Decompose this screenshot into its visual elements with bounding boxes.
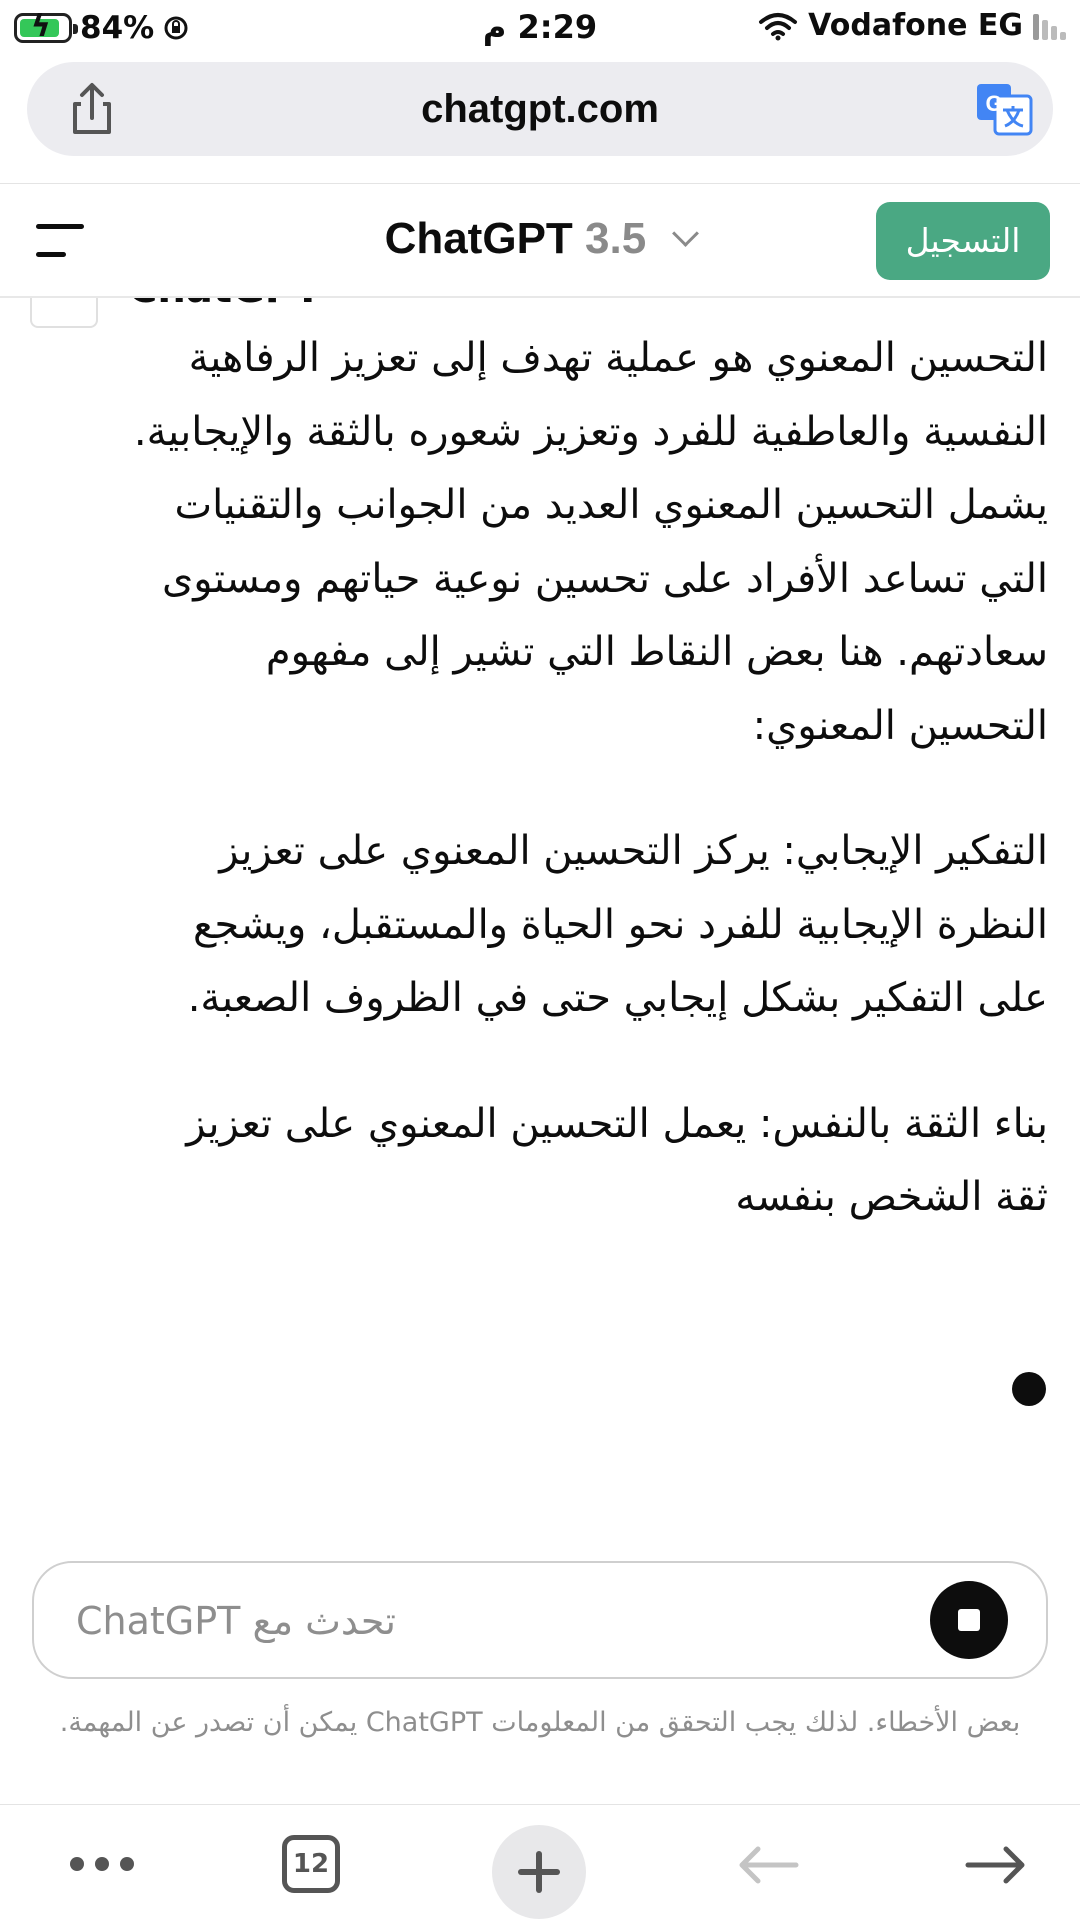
disclaimer-text: بعض الأخطاء. لذلك يجب التحقق من المعلومات ChatGPT يمكن أن تصدر عن المهمة. <box>59 1707 1021 1738</box>
battery-percent: 84% <box>80 10 155 46</box>
message-composer <box>32 1561 1048 1679</box>
wifi-icon <box>758 11 798 41</box>
svg-text:G: G <box>985 91 1003 116</box>
url-text[interactable]: chatgpt.com <box>421 87 659 131</box>
status-bar <box>0 0 1080 56</box>
message-paragraph: التحسين المعنوي هو عملية تهدف إلى تعزيز الرفاهية النفسية والعاطفية للفرد وتعزيز شعوره بالثقة والإيجابية. يشمل التحسين المعنوي العديد من الجوانب والتقنيات التي تساعد الأفراد على تحسين نوعية حياتهم ومستوى سعادتهم. هنا بعض النقاط التي تشير إلى مفهوم التحسين المعنوي: <box>133 335 1048 749</box>
cellular-signal-icon <box>1033 12 1066 40</box>
back-arrow-icon[interactable] <box>736 1845 800 1885</box>
message-paragraph: التفكير الإيجابي: يركز التحسين المعنوي على تعزيز النظرة الإيجابية للفرد نحو الحياة والمستقبل، ويشجع على التفكير بشكل إيجابي حتى في الظروف الصعبة. <box>187 828 1048 1021</box>
translate-icon[interactable] <box>975 80 1033 138</box>
stop-icon <box>958 1609 980 1631</box>
status-time: 2:29 م <box>482 8 598 46</box>
message-paragraph: بناء الثقة بالنفس: يعمل التحسين المعنوي على تعزيز ثقة الشخص بنفسه <box>186 1100 1048 1220</box>
more-dots-icon <box>70 1857 84 1871</box>
message-input[interactable] <box>74 1563 958 1679</box>
tabs-button[interactable]: 12 <box>282 1835 340 1893</box>
app-title: ChatGPT <box>384 214 573 263</box>
more-options-button[interactable] <box>70 1857 134 1877</box>
assistant-message <box>128 322 1048 1287</box>
model-version: 3.5 <box>585 214 647 263</box>
address-bar[interactable] <box>27 62 1053 156</box>
chevron-down-icon <box>673 220 700 247</box>
stop-generating-button[interactable] <box>930 1581 1008 1659</box>
new-tab-button[interactable] <box>492 1825 586 1919</box>
signup-button[interactable]: التسجيل <box>876 202 1050 280</box>
chat-header <box>0 184 1080 298</box>
browser-toolbar <box>0 1804 1080 1921</box>
status-right <box>758 8 1066 43</box>
battery-icon: ϟ <box>14 13 72 43</box>
carrier-name: Vodafone EG <box>808 8 1023 43</box>
streaming-cursor <box>1012 1372 1046 1406</box>
forward-arrow-icon[interactable] <box>964 1845 1028 1885</box>
